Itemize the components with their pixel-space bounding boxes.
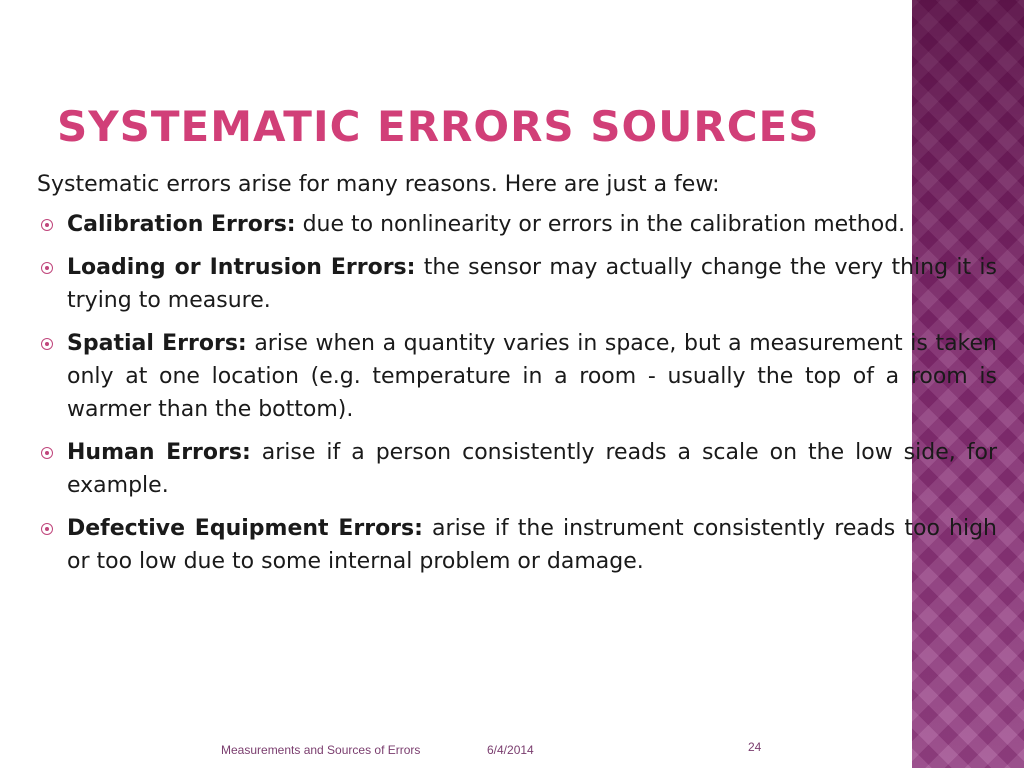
footer-title: Measurements and Sources of Errors [221, 743, 421, 757]
bullet-text: the sensor may actually change the very thing it is trying to measure. [67, 255, 997, 313]
slide-title: SYSTEMATIC ERRORS SOURCES [57, 102, 820, 151]
circle-dot-icon [41, 219, 53, 231]
bullet-term: Spatial Errors: [67, 331, 247, 356]
page-number: 24 [748, 740, 762, 754]
bullet-item-human [37, 436, 997, 502]
bullet-item-spatial [37, 327, 997, 426]
bullet-text: arise if a person consistently reads a scale on the low side, for example. [67, 440, 997, 498]
circle-dot-icon [41, 447, 53, 459]
circle-dot-icon [41, 338, 53, 350]
bullet-item-loading [37, 251, 997, 317]
bullet-term: Defective Equipment Errors: [67, 516, 423, 541]
bullet-text: due to nonlinearity or errors in the calibration method. [295, 212, 906, 237]
bullet-term: Loading or Intrusion Errors: [67, 255, 416, 280]
bullet-item-defective [37, 512, 997, 578]
bullet-text: arise if the instrument consistently reads too high or too low due to some internal problem or damage. [67, 516, 997, 574]
footer-date: 6/4/2014 [487, 743, 534, 757]
bullet-term: Calibration Errors: [67, 212, 296, 237]
circle-dot-icon [41, 262, 53, 274]
bullet-item-calibration [37, 208, 997, 241]
bullet-list [37, 208, 997, 588]
intro-text: Systematic errors arise for many reasons. Here are just a few: [37, 172, 720, 197]
bullet-text: arise when a quantity varies in space, but a measurement is taken only at one location (e.g. temperature in a room - usually the top of a room is warmer than the bottom). [67, 331, 997, 422]
circle-dot-icon [41, 523, 53, 535]
bullet-term: Human Errors: [67, 440, 251, 465]
